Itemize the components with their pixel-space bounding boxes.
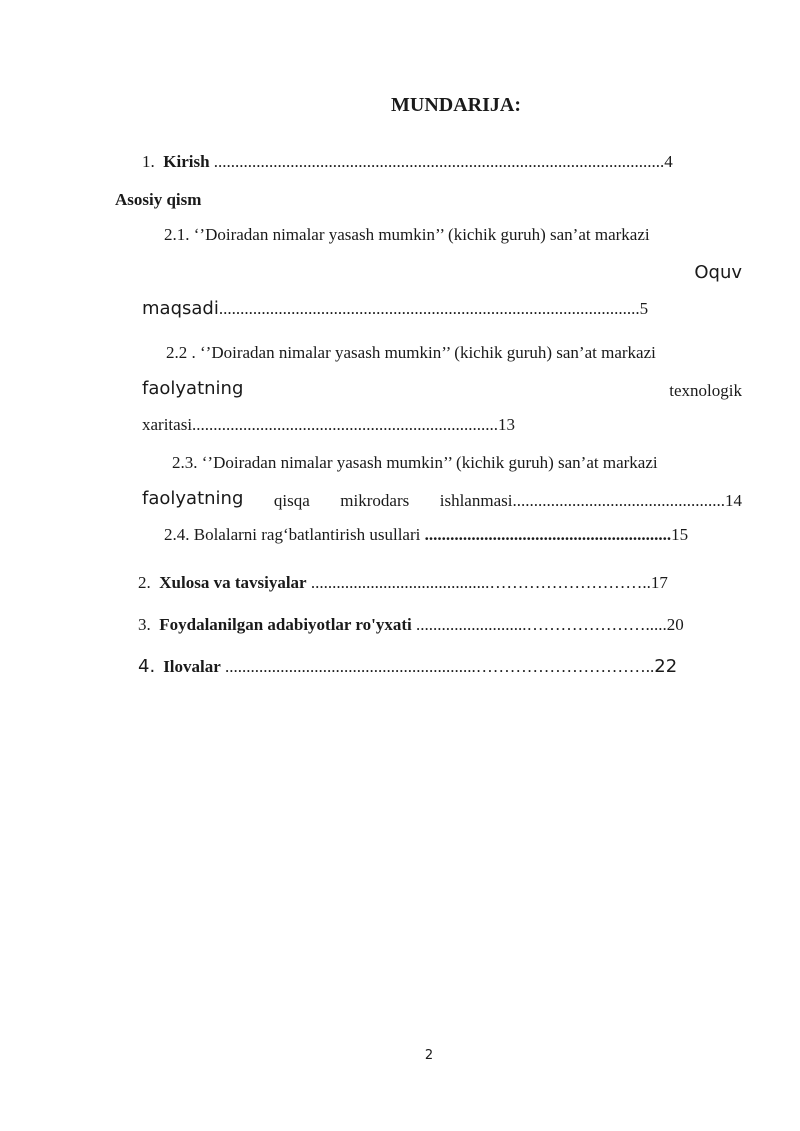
entry-word: faolyatning [142, 488, 244, 509]
entry-page: 5 [639, 299, 649, 318]
toc-entry-2-2-line1: 2.2 . ‘’Doiradan nimalar yasash mumkin’’ (kichik guruh) san’at markazi [166, 343, 656, 362]
entry-number: 1. [142, 152, 155, 171]
entry-leader: ................................................................................................... [218, 299, 640, 318]
toc-entry-xulosa [138, 573, 668, 593]
toc-entry-2-3-line1: 2.3. ‘’Doiradan nimalar yasash mumkin’’ (kichik guruh) san’at markazi [172, 453, 658, 472]
entry-leader: ...........................................................………………………….. [220, 657, 655, 676]
entry-label: 2.4. Bolalarni rag‘batlantirish usullari [164, 525, 421, 544]
entry-word: ishlanmasi..................................................14 [439, 491, 742, 510]
entry-label: Foydalanilgan adabiyotlar ro'yxati [159, 615, 412, 634]
entry-label: maqsadi [142, 298, 219, 319]
toc-entry-2-1-line3 [142, 298, 648, 319]
toc-entry-2-2-word-left: faolyatning [142, 378, 244, 399]
entry-page: 4 [664, 152, 673, 171]
toc-entry-2-4 [164, 525, 688, 545]
toc-entry-kirish [142, 152, 673, 172]
toc-entry-2-1-line1: 2.1. ‘’Doiradan nimalar yasash mumkin’’ (kichik guruh) san’at markazi [164, 225, 650, 244]
toc-entry-ilovalar [138, 656, 677, 677]
entry-label: Kirish [163, 152, 210, 171]
entry-label: Xulosa va tavsiyalar [159, 573, 307, 592]
entry-word: qisqa [273, 491, 310, 510]
entry-leader: .......................................................... [420, 525, 672, 544]
toc-entry-2-1-word: Oquv [694, 262, 742, 283]
toc-entry-2-3-line2 [142, 488, 742, 511]
entry-number: 3. [138, 615, 151, 634]
entry-leader: ..........................................……………………….. [306, 573, 651, 592]
entry-page: 17 [650, 573, 668, 592]
section-heading: Asosiy qism [115, 190, 202, 209]
toc-entry-2-2-line3 [142, 415, 515, 435]
entry-label: Ilovalar [163, 657, 221, 676]
entry-label: xaritasi........................................................................ [142, 415, 499, 434]
entry-word: mikrodars [340, 491, 410, 510]
page-number: 2 [424, 1048, 434, 1063]
toc-title: MUNDARIJA: [391, 94, 521, 116]
entry-leader: ..........................…………………..... [411, 615, 667, 634]
entry-number: 4. [138, 656, 156, 677]
entry-page: 20 [666, 615, 684, 634]
entry-leader: .......................................................................................................... [209, 152, 665, 171]
entry-page: 15 [671, 525, 689, 544]
entry-page: 22 [654, 656, 678, 677]
toc-entry-2-2-word-right: texnologik [669, 381, 742, 400]
toc-entry-adabiyotlar [138, 615, 684, 635]
entry-number: 2. [138, 573, 151, 592]
entry-page: 13 [498, 415, 516, 434]
